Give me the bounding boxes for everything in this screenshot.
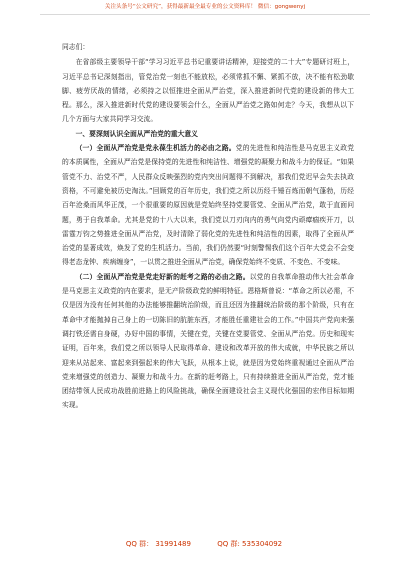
section-heading-1: 一、要深刻认识全面从严治党的重大意义: [75, 129, 198, 138]
document-body: [62, 40, 354, 413]
intro-paragraph: 在省部级主要领导干部“学习习近平总书记重要讲话精神，迎接党的二十大”专题研讨班上，习近平总书记深刻指出，管党治党一刻也不能放松，必须常抓不懈、紧抓不放，决不能有松劲歇脚、疲劳厌战的情绪，必须持之以恒推进全面从严治党，深入推进新时代党的建设新的伟大工程。那么，深入推进新时代党的建设要领会什么，全面从严治党之路如何走？今天，我想从以下几个方面与大家共同学习交流。: [62, 58, 354, 124]
footer-qq-group-1: QQ 群： 31991489: [125, 540, 191, 548]
footer-qq-group-2: QQ 群: 535304092: [217, 540, 283, 548]
footer: [0, 539, 408, 549]
sub-heading-2: （二）全面从严治党是党走好新的赶考之路的必由之路。: [75, 272, 250, 281]
sub-section-2-body: 以党的自我革命推动伟大社会革命是马克思主义政党的内在要求，是无产阶级政党的鲜明特征。恩格斯曾说：“革命之所以必需，不仅是因为没有任何其他的办法能够推翻统治阶级，而且还因为推翻统治阶级的那个阶级，只有在革命中才能抛掉自己身上的一切陈旧的肮脏东西，才能胜任重建社会的工作。”中国共产党向来强调打铁还需自身硬，办好中国的事情，关键在党，关键在党要管党、全面从严治党。历史和现实证明，百年来，我们党之所以领导人民取得革命、建设和改革开放的伟大成就，中华民族之所以迎来从站起来、富起来到强起来的伟大飞跃，从根本上说，就是因为党始终重视通过全面从严治党来增强党的创造力、凝聚力和战斗力。在新的赶考路上，只有持续推进全面从严治党，党才能团结带领人民成功战胜前进路上的风险挑战，确保全面建设社会主义现代化强国的宏伟目标如期实现。: [62, 272, 355, 410]
sub-section-1: [62, 141, 354, 270]
greeting: 同志们：: [62, 43, 90, 51]
sub-section-1-body: 党的先进性和纯洁性是马克思主义政党的本质属性，全面从严治党是保持党的先进性和纯洁性、增强党的凝聚力和战斗力的保证。“如果管党不力、治党不严，人民群众反映强烈的党内突出问题得不到解决，那我们党迟早会失去执政资格，不可避免被历史淘汰。”回顾党的百年历史，我们党之所以历经千锤百炼而朝气蓬勃，历经百年沧桑而风华正茂，一个很重要的原因就是党始终坚持党要管党、全面从严治党，敢于直面问题，勇于自我革命。尤其是党的十八大以来，我们党以刀刃向内的勇气向党内顽瘴痼疾开刀，以雷霆万钧之势推进全面从严治党，及时清除了弱化党的先进性和纯洁性的因素，取得了全面从严治党的显著成效，焕发了党的生机活力。当前，我们仍然要“时刻警惕我们这个百年大党会不会变得老态龙钟、疾病缠身”，一以贯之推进全面从严治党，确保党始终不变质、不变色、不变味。: [62, 144, 355, 267]
header-banner: 关注头条号“公文研究”，获得最新最全最专业的公文资料库！ 微信：gongwenyj: [104, 4, 306, 10]
header-divider: [40, 14, 370, 15]
sub-section-2: [62, 270, 354, 413]
sub-heading-1: （一）全面从严治党是党永葆生机活力的必由之路。: [75, 144, 236, 153]
